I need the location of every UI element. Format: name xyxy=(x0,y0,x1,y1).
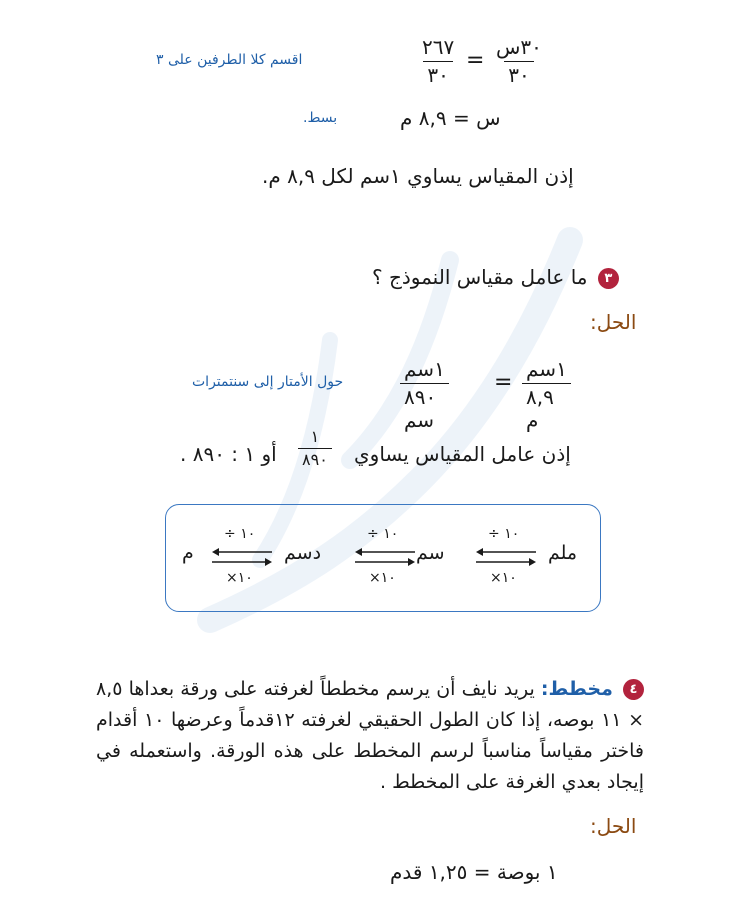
question-3 xyxy=(372,265,619,289)
eq3-lhs-fraction xyxy=(522,358,571,432)
multiply-label-2: ×١٠ xyxy=(369,570,396,586)
question-4-text: يريد نايف أن يرسم مخططاً لغرفته على ورقة بعداها ٨,٥ × ١١ بوصه، إذا كان الطول الحقيقي لغرفته ١٢قدماً وعرضها ١٠ أقدام فاختر مقياساً مناسباً لرسم المخطط على هذه الورقة. واستعمله في إيجاد بعدي الغرفة على المخطط . xyxy=(96,678,645,793)
eq3-rhs-denominator: ٨٩٠ سم xyxy=(400,383,449,432)
question-4-label: مخطط: xyxy=(540,678,613,700)
eq1-lhs-numerator: ٣٠س xyxy=(496,35,542,59)
eq1-rhs-fraction xyxy=(418,36,458,87)
unit-mm: ملم xyxy=(548,542,578,564)
double-arrow-icon-2 xyxy=(353,546,417,568)
eq3-note: حول الأمتار إلى سنتمترات xyxy=(192,374,344,390)
eq3-rhs-fraction xyxy=(400,358,449,432)
scale-result: إذن المقياس يساوي ١سم لكل ٨,٩ م. xyxy=(262,164,574,188)
eq3-equals: = xyxy=(494,370,513,395)
eq2-note: بسط. xyxy=(303,110,338,126)
equation-4: ١ بوصة = ١,٢٥ قدم xyxy=(390,860,558,884)
factor-numerator: ١ xyxy=(310,427,320,446)
solution-label-2: الحل: xyxy=(590,814,637,838)
unit-m: م xyxy=(182,542,194,564)
factor-suffix: أو ١ : ٨٩٠ . xyxy=(180,442,277,466)
equation-2: س = ٨,٩ م xyxy=(400,106,501,130)
solution-label: الحل: xyxy=(590,310,637,334)
divide-label-2: ÷ ١٠ xyxy=(367,526,399,542)
question-4 xyxy=(96,674,644,798)
factor-denominator: ٨٩٠ xyxy=(298,448,332,469)
eq1-equals: = xyxy=(466,48,485,73)
double-arrow-icon-3 xyxy=(210,546,274,568)
double-arrow-icon-1 xyxy=(474,546,538,568)
eq1-note: اقسم كلا الطرفين على ٣ xyxy=(156,52,303,68)
multiply-label-1: ×١٠ xyxy=(490,570,517,586)
question-number-badge: ٣ xyxy=(598,268,619,289)
eq1-rhs-numerator: ٢٦٧ xyxy=(422,35,455,59)
eq3-lhs-numerator: ١سم xyxy=(526,357,567,381)
eq3-rhs-numerator: ١سم xyxy=(404,357,445,381)
unit-dm: دسم xyxy=(284,542,322,564)
factor-prefix: إذن عامل المقياس يساوي xyxy=(354,442,571,466)
unit-cm: سم xyxy=(416,542,445,564)
eq1-rhs-denominator: ٣٠ xyxy=(423,61,452,87)
eq1-lhs-denominator: ٣٠ xyxy=(504,61,533,87)
divide-label-3: ÷ ١٠ xyxy=(224,526,256,542)
multiply-label-3: ×١٠ xyxy=(226,570,253,586)
eq1-lhs-fraction xyxy=(492,36,546,87)
question-number-badge-4: ٤ xyxy=(623,679,644,700)
factor-fraction xyxy=(298,428,332,470)
divide-label-1: ÷ ١٠ xyxy=(488,526,520,542)
eq3-lhs-denominator: ٨,٩ م xyxy=(522,383,571,432)
question-3-text: ما عامل مقياس النموذج ؟ xyxy=(372,265,588,289)
